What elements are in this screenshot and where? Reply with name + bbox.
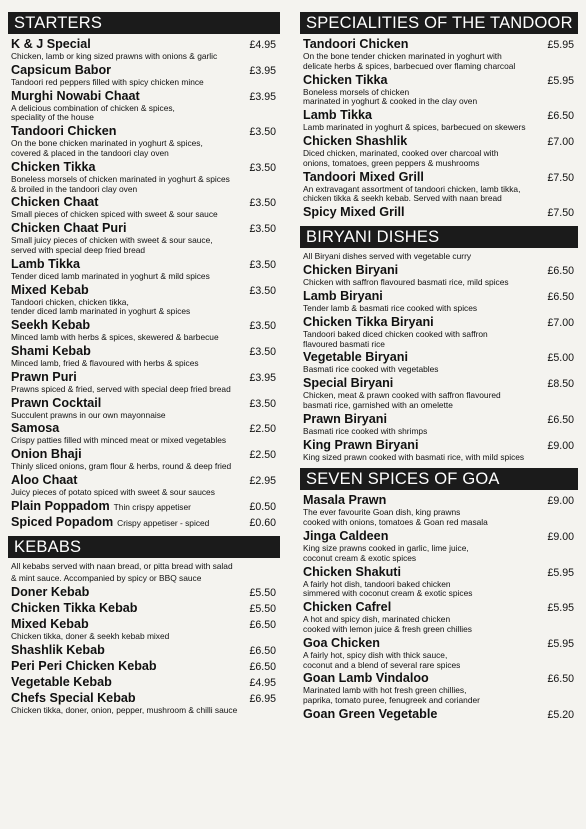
menu-item-name: Plain Poppadom [11, 498, 110, 513]
menu-item-price: £6.50 [547, 110, 574, 123]
menu-item-prawn-biryani [303, 412, 578, 437]
menu-item-row [11, 318, 280, 333]
menu-item-chicken-tikka-biryani [303, 315, 578, 350]
menu-item-row [303, 108, 578, 123]
menu-item-price: £6.50 [249, 660, 276, 673]
menu-item-desc: paprika, tomato puree, fenugreek and coriander [303, 695, 480, 706]
menu-item-row [303, 263, 578, 278]
menu-item-chicken-shakuti [303, 565, 578, 600]
menu-item-name: Mixed Kebab [11, 616, 89, 631]
menu-item-name: K & J Special [11, 37, 91, 51]
menu-item-spicy-mixed-grill [303, 205, 578, 220]
menu-item-desc: flavoured basmati rice [303, 338, 385, 349]
menu-item-name: Special Biryani [303, 376, 394, 391]
menu-item-name: Goan Green Vegetable [303, 706, 438, 721]
menu-item-price: £3.95 [249, 371, 276, 384]
menu-item-chicken-chaat [11, 195, 280, 220]
menu-item-name: Spicy Mixed Grill [303, 205, 405, 220]
menu-item-row [11, 447, 280, 462]
menu-item-price: £0.50 [249, 500, 276, 513]
menu-item-price: £9.00 [547, 530, 574, 543]
menu-item-name: Chicken Chaat [11, 195, 99, 210]
menu-item-row [11, 643, 280, 658]
menu-item-price: £5.00 [547, 352, 574, 365]
menu-item-desc: Tandoori baked diced chicken cooked with saffron [303, 328, 488, 339]
menu-item-desc: Small juicy pieces of chicken with sweet & sour sauce, [11, 235, 213, 246]
menu-item-row [11, 617, 280, 632]
menu-item-goa-chicken [303, 636, 578, 671]
menu-item-price: £3.50 [249, 161, 276, 174]
menu-item-row [303, 493, 578, 508]
menu-item-name: Prawn Biryani [303, 411, 387, 426]
menu-item-capsicum-babor [11, 63, 280, 88]
menu-item-chicken-tikka-kebab [11, 601, 280, 616]
menu-item-price: £7.50 [547, 207, 574, 220]
menu-item-row [11, 421, 280, 436]
menu-item-desc: Tender lamb & basmati rice cooked with spices [303, 302, 478, 313]
menu-item-name: Chicken Shashlik [303, 133, 408, 148]
menu-item-name: King Prawn Biryani [303, 437, 419, 452]
menu-item-row [11, 221, 280, 236]
menu-item-plain-poppadom [11, 499, 280, 514]
menu-item-row [303, 73, 578, 88]
menu-item-desc: served with special deep fried bread [11, 244, 146, 255]
menu-item-name: Goa Chicken [303, 635, 380, 650]
menu-item-price: £3.50 [249, 397, 276, 410]
menu-item-desc: coconut cream & exotic spices [303, 552, 417, 563]
menu-item-row [11, 515, 280, 530]
menu-item-name: Tandoori Mixed Grill [303, 169, 424, 184]
menu-item-name: Chicken Shakuti [303, 564, 401, 579]
menu-item-row [303, 170, 578, 185]
menu-item-row [11, 473, 280, 488]
menu-item-samosa [11, 421, 280, 446]
menu-item-price: £5.95 [547, 566, 574, 579]
menu-item-price: £3.50 [249, 320, 276, 333]
menu-item-price: £6.50 [547, 673, 574, 686]
menu-item-row [303, 376, 578, 391]
menu-item-price: £6.50 [547, 265, 574, 278]
menu-item-tandoori-chicken [303, 37, 578, 72]
menu-item-lamb-tikka [303, 108, 578, 133]
menu-item-price: £6.50 [547, 413, 574, 426]
menu-item-row [11, 37, 280, 52]
menu-item-price: £6.95 [249, 692, 276, 705]
menu-item-price: £9.00 [547, 495, 574, 508]
menu-item-price: £8.50 [547, 378, 574, 391]
menu-item-tandoori-chicken [11, 124, 280, 159]
menu-item-desc: Basmati rice cooked with vegetables [303, 364, 439, 375]
menu-item-price: £5.95 [547, 602, 574, 615]
menu-item-goan-lamb-vindaloo [303, 671, 578, 706]
menu-item-desc: Succulent prawns in our own mayonnaise [11, 409, 166, 420]
menu-item-vegetable-kebab [11, 675, 280, 690]
menu-item-row [11, 675, 280, 690]
menu-item-price: £3.50 [249, 197, 276, 210]
menu-item-onion-bhaji [11, 447, 280, 472]
menu-item-chicken-cafrel [303, 600, 578, 635]
menu-item-price: £9.00 [547, 439, 574, 452]
menu-item-desc: coconut and a blend of several rare spices [303, 659, 461, 670]
menu-item-desc: Chicken, lamb or king sized prawns with onions & garlic [11, 51, 218, 61]
menu-item-row [303, 565, 578, 580]
menu-item-price: £2.50 [249, 423, 276, 436]
section-note: All kebabs served with naan bread, or pitta bread with salad [11, 560, 233, 571]
menu-item-desc: cooked with onions, tomatoes & Goan red masala [303, 517, 488, 528]
menu-item-chicken-tikka [11, 160, 280, 195]
menu-item-price: £6.50 [547, 290, 574, 303]
menu-item-name: Vegetable Biryani [303, 350, 408, 365]
menu-item-desc: Tender diced lamb marinated in yoghurt & mild spices [11, 270, 210, 281]
menu-item-row [11, 195, 280, 210]
menu-item-price: £5.20 [547, 708, 574, 721]
menu-item-name: Shami Kebab [11, 343, 91, 358]
menu-item-name: Masala Prawn [303, 493, 387, 508]
menu-item-name: Tandoori Chicken [11, 124, 117, 139]
section-header-starters: STARTERS [8, 12, 280, 34]
menu-item-desc: Diced chicken, marinated, cooked over charcoal with [303, 147, 499, 158]
menu-item-desc: chicken tikka & seekh kebab. Served with naan bread [303, 193, 502, 204]
menu-item-name: Chefs Special Kebab [11, 690, 136, 705]
menu-item-inline-desc: Crispy appetiser - spiced [117, 517, 210, 528]
menu-item-row [11, 659, 280, 674]
menu-item-desc: delicate herbs & spices, barbecued over flaming charcoal [303, 60, 516, 71]
menu-item-k-and-j-special [11, 37, 280, 62]
menu-item-price: £6.50 [249, 618, 276, 631]
menu-item-name: Goan Lamb Vindaloo [303, 671, 429, 686]
menu-item-desc: Chicken, meat & prawn cooked with saffron flavoured [303, 390, 501, 401]
menu-item-price: £3.95 [249, 64, 276, 77]
menu-item-chicken-shashlik [303, 134, 578, 169]
menu-item-row [303, 315, 578, 330]
menu-item-name: Samosa [11, 421, 60, 436]
menu-item-desc: Small pieces of chicken spiced with sweet & sour sauce [11, 209, 218, 220]
menu-item-name: Onion Bhaji [11, 447, 82, 462]
menu-item-king-prawn-biryani [303, 438, 578, 463]
menu-item-special-biryani [303, 376, 578, 411]
menu-item-name: Prawn Puri [11, 369, 77, 384]
menu-item-lamb-tikka [11, 257, 280, 282]
menu-item-desc: covered & placed in the tandoori clay oven [11, 147, 169, 158]
right-column [300, 12, 578, 723]
menu-item-price: £2.95 [249, 474, 276, 487]
menu-item-row [303, 289, 578, 304]
menu-item-desc: The ever favourite Goan dish, king prawns [303, 507, 461, 518]
section-note: & mint sauce. Accompanied by spicy or BBQ sauce [11, 572, 202, 583]
menu-item-name: Jinga Caldeen [303, 528, 389, 543]
menu-item-row [11, 370, 280, 385]
menu-item-name: Seekh Kebab [11, 318, 91, 333]
menu-item-desc: Boneless morsels of chicken [303, 86, 410, 97]
menu-item-name: Murghi Nowabi Chaat [11, 88, 140, 103]
menu-item-row [11, 499, 280, 514]
menu-item-desc: Tandoori red peppers filled with spicy chicken mince [11, 76, 204, 87]
menu-item-desc: simmered with coconut cream & exotic spices [303, 588, 473, 599]
menu-item-name: Vegetable Kebab [11, 674, 112, 689]
menu-item-vegetable-biryani [303, 350, 578, 375]
menu-item-inline-desc: Thin crispy appetiser [113, 501, 191, 512]
menu-item-row [303, 529, 578, 544]
menu-item-price: £3.50 [249, 284, 276, 297]
menu-item-desc: Chicken tikka, doner, onion, pepper, mushroom & chilli sauce [11, 704, 238, 715]
menu-item-price: £7.50 [547, 171, 574, 184]
menu-item-chicken-chaat-puri [11, 221, 280, 256]
menu-item-name: Doner Kebab [11, 584, 90, 599]
menu-item-price: £5.95 [547, 637, 574, 650]
menu-item-row [11, 257, 280, 272]
menu-item-price: £2.50 [249, 449, 276, 462]
menu-item-desc: An extravagant assortment of tandoori chicken, lamb tikka, [303, 183, 521, 194]
menu-item-chicken-biryani [303, 263, 578, 288]
section-header-specialities-of-the-tandoor: SPECIALITIES OF THE TANDOOR [300, 12, 578, 34]
menu-item-price: £0.60 [249, 516, 276, 529]
menu-item-desc: A delicious combination of chicken & spices, [11, 102, 175, 113]
menu-item-mixed-kebab [11, 617, 280, 642]
menu-item-name: Chicken Biryani [303, 263, 399, 278]
menu-item-row [11, 283, 280, 298]
menu-item-spiced-popadom [11, 515, 280, 530]
menu-item-row [303, 205, 578, 220]
menu-item-name: Chicken Tikka Biryani [303, 314, 434, 329]
menu-item-jinga-caldeen [303, 529, 578, 564]
menu-item-desc: Chicken with saffron flavoured basmati rice, mild spices [303, 277, 509, 288]
menu-item-name: Lamb Biryani [303, 288, 383, 303]
menu-item-aloo-chaat [11, 473, 280, 498]
menu-item-row [11, 691, 280, 706]
menu-item-seekh-kebab [11, 318, 280, 343]
menu-item-prawn-cocktail [11, 396, 280, 421]
menu-item-row [11, 124, 280, 139]
menu-item-row [303, 438, 578, 453]
menu-item-price: £3.95 [249, 90, 276, 103]
menu-item-row [11, 89, 280, 104]
menu-item-name: Prawn Cocktail [11, 395, 102, 410]
section-header-seven-spices-of-goa: SEVEN SPICES OF GOA [300, 468, 578, 490]
menu-item-goan-green-vegetable [303, 707, 578, 722]
menu-item-name: Chicken Cafrel [303, 600, 392, 615]
menu-item-price: £5.50 [249, 602, 276, 615]
menu-item-desc: On the bone tender chicken marinated in yoghurt with [303, 51, 502, 61]
menu-item-row [303, 37, 578, 52]
menu-item-price: £5.95 [547, 39, 574, 51]
menu-item-desc: marinated in yoghurt & cooked in the clay oven [303, 96, 478, 107]
menu-item-doner-kebab [11, 585, 280, 600]
menu-item-desc: Lamb marinated in yoghurt & spices, barbecued on skewers [303, 122, 526, 133]
menu-item-row [303, 412, 578, 427]
left-column [8, 12, 280, 716]
menu-item-desc: Prawns spiced & fried, served with special deep fried bread [11, 383, 231, 394]
menu-item-row [303, 671, 578, 686]
menu-item-shashlik-kebab [11, 643, 280, 658]
section-note: All Biryani dishes served with vegetable curry [303, 251, 472, 262]
menu-item-desc: Marinated lamb with hot fresh green chillies, [303, 685, 467, 696]
menu-item-price: £3.50 [249, 126, 276, 139]
menu-item-desc: Tandoori chicken, chicken tikka, [11, 296, 129, 307]
menu-item-name: Aloo Chaat [11, 472, 78, 487]
menu-item-desc: tender diced lamb marinated in yoghurt & spices [11, 306, 191, 317]
menu-item-row [303, 707, 578, 722]
menu-item-desc: onions, tomatoes, green peppers & mushrooms [303, 157, 480, 168]
menu-item-name: Chicken Tikka [11, 159, 96, 174]
menu-item-name: Capsicum Babor [11, 62, 112, 77]
menu-item-name: Chicken Tikka Kebab [11, 600, 138, 615]
menu-item-desc: Crispy patties filled with minced meat or mixed vegetables [11, 435, 227, 446]
menu-item-row [303, 134, 578, 149]
menu-item-chefs-special-kebab [11, 691, 280, 716]
menu-item-row [11, 601, 280, 616]
menu-item-price: £6.50 [249, 644, 276, 657]
menu-item-desc: speciality of the house [11, 112, 94, 123]
menu-item-row [11, 160, 280, 175]
menu-item-tandoori-mixed-grill [303, 170, 578, 205]
menu-item-price: £4.95 [249, 676, 276, 689]
section-header-kebabs: KEBABS [8, 536, 280, 558]
menu-item-chicken-tikka [303, 73, 578, 108]
menu-item-price: £3.50 [249, 223, 276, 236]
menu-item-price: £5.50 [249, 586, 276, 599]
menu-item-row [11, 585, 280, 600]
menu-item-desc: Minced lamb with herbs & spices, skewered & barbecue [11, 332, 219, 343]
menu-item-name: Spiced Popadom [11, 514, 114, 529]
menu-item-desc: King sized prawn cooked with basmati rice, with mild spices [303, 451, 525, 462]
menu-item-desc: Thinly sliced onions, gram flour & herbs, round & deep fried [11, 461, 232, 472]
menu-item-row [11, 344, 280, 359]
menu-item-price: £3.50 [249, 345, 276, 358]
menu-item-name: Chicken Chaat Puri [11, 221, 127, 236]
menu-item-desc: Boneless morsels of chicken marinated in yoghurt & spices [11, 173, 230, 184]
menu-item-row [303, 350, 578, 365]
menu-item-row [11, 63, 280, 78]
menu-item-desc: cooked with lemon juice & fresh green chillies [303, 623, 472, 634]
menu-item-name: Chicken Tikka [303, 72, 388, 87]
menu-item-desc: A hot and spicy dish, marinated chicken [303, 614, 451, 625]
menu-item-desc: Chicken tikka, doner & seekh kebab mixed [11, 630, 170, 641]
menu-item-name: Lamb Tikka [11, 256, 81, 271]
menu-item-name: Tandoori Chicken [303, 37, 409, 51]
menu-item-prawn-puri [11, 370, 280, 395]
menu-item-desc: Minced lamb, fried & flavoured with herbs & spices [11, 357, 199, 368]
menu-item-desc: King size prawns cooked in garlic, lime juice, [303, 542, 469, 553]
menu-item-price: £5.95 [547, 74, 574, 87]
menu-item-row [11, 396, 280, 411]
menu-item-price: £7.00 [547, 316, 574, 329]
menu-item-desc: Juicy pieces of potato spiced with sweet & sour sauces [11, 486, 215, 497]
menu-item-desc: basmati rice, garnished with an omelette [303, 399, 453, 410]
menu-item-name: Peri Peri Chicken Kebab [11, 658, 157, 673]
menu-item-desc: A fairly hot dish, tandoori baked chicken [303, 578, 451, 589]
menu-item-name: Lamb Tikka [303, 108, 373, 123]
menu-item-shami-kebab [11, 344, 280, 369]
menu-item-lamb-biryani [303, 289, 578, 314]
menu-item-name: Mixed Kebab [11, 282, 89, 297]
menu-item-price: £4.95 [249, 39, 276, 51]
menu-item-row [303, 636, 578, 651]
menu-item-peri-peri-chicken-kebab [11, 659, 280, 674]
menu-item-desc: Basmati rice cooked with shrimps [303, 425, 428, 436]
menu-item-mixed-kebab [11, 283, 280, 318]
menu-item-desc: A fairly hot, spicy dish with thick sauce, [303, 649, 448, 660]
menu-item-murghi-nowabi-chaat [11, 89, 280, 124]
menu-item-masala-prawn [303, 493, 578, 528]
menu-item-desc: & broiled in the tandoori clay oven [11, 183, 138, 194]
menu-item-price: £7.00 [547, 135, 574, 148]
menu-item-price: £3.50 [249, 258, 276, 271]
menu-item-desc: On the bone chicken marinated in yoghurt & spices, [11, 138, 203, 149]
menu-item-name: Shashlik Kebab [11, 642, 105, 657]
menu-item-row [303, 600, 578, 615]
section-header-biryani-dishes: BIRYANI DISHES [300, 226, 578, 248]
